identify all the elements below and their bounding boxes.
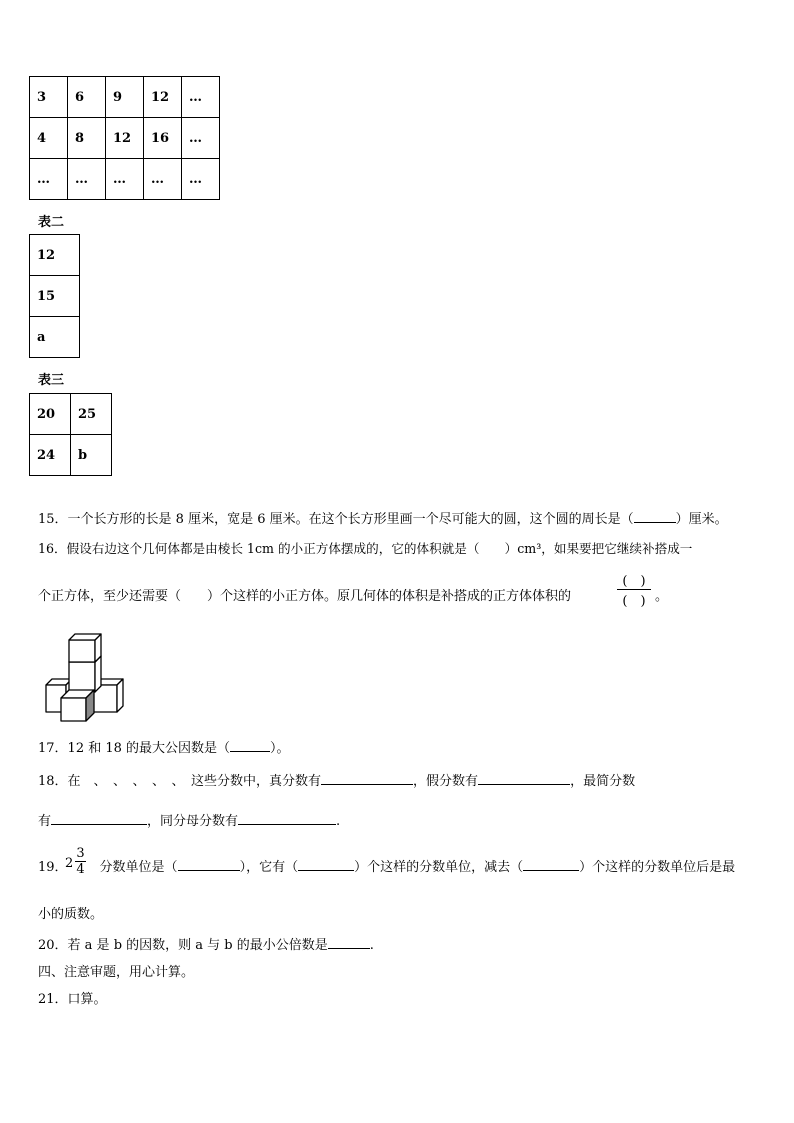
q19-unit-blank[interactable] [178,858,240,871]
table-two-label: 表二 [38,215,65,230]
table-row [30,394,112,435]
question-15 [38,508,728,527]
question-19-line2: 小的质数。 [38,907,104,922]
q15-text-b: ）厘米。 [675,512,728,527]
q19-text-a: 分数单位是（ [99,860,178,875]
q20-text-a: 20．若 a 是 b 的因数，则 a 与 b 的最小公倍数是 [38,938,328,953]
q18-proper-blank[interactable] [321,772,413,785]
table-cell: 4 [30,118,68,159]
question-18-line2 [38,810,340,829]
table-three [29,393,112,476]
table-cell: 12 [106,118,144,159]
table-cell: … [30,159,68,200]
q19-text-b: ），它有（ [239,860,299,875]
question-20 [38,934,374,953]
table-two [29,234,80,358]
cube-figure [43,632,127,722]
q19-subtract-blank[interactable] [523,858,579,871]
q18-text-b: ，假分数有 [413,774,479,789]
table-cell: 24 [30,435,71,476]
q20-text-b: . [369,938,374,953]
q19-text-d: ）个这样的分数单位后是最 [579,860,736,875]
q18-same-denominator-blank[interactable] [238,812,336,825]
q18-improper-blank[interactable] [478,772,570,785]
q15-text-a: 15．一个长方形的长是 8 厘米，宽是 6 厘米。在这个长方形里画一个尽可能大的圆，这个圆的周长是（ [38,512,634,527]
q16-end: 。 [655,589,669,604]
q17-text-a: 17．12 和 18 的最大公因数是（ [38,741,231,756]
section-four-heading: 四、注意审题，用心计算。 [38,965,195,980]
q16-frac-numerator[interactable]: ( ) [622,574,646,589]
table-cell: … [182,77,220,118]
q20-answer-blank[interactable] [328,936,370,949]
table-three-label: 表三 [38,373,65,388]
q19-mixed-fraction [75,846,86,877]
table-row [30,118,220,159]
cube-stack-top [69,634,101,640]
table-cell: 12 [144,77,182,118]
table-cell: 20 [30,394,71,435]
table-cell: … [182,118,220,159]
table-cell: … [182,159,220,200]
table-cell: b [71,435,112,476]
table-cell: … [68,159,106,200]
table-cell: 3 [30,77,68,118]
q19-count-blank[interactable] [298,858,354,871]
table-cell: 6 [68,77,106,118]
table-cell: 25 [71,394,112,435]
q19-frac-numerator: 3 [76,846,85,861]
q16-frac-denominator[interactable]: ( ) [622,594,646,609]
question-17 [38,737,290,756]
cube-front [61,690,94,721]
table-one [29,76,220,200]
table-row [30,276,80,317]
table-row [30,77,220,118]
table-cell: 8 [68,118,106,159]
q16-fraction [617,570,651,609]
question-21: 21．口算。 [38,992,107,1007]
question-16-line2 [38,585,571,604]
q18-text-d: 有 [38,814,52,829]
q19-mixed-whole: 2 [65,856,74,871]
table-cell: 15 [30,276,80,317]
q18-text-c: ，最简分数 [570,774,636,789]
q18-text-f: . [336,814,341,829]
q18-text-e: ，同分母分数有 [147,814,239,829]
q18-text-a: 18．在 、 、 、 、 、 这些分数中，真分数有 [38,774,322,789]
q19-text-c: ）个这样的分数单位，减去（ [354,860,524,875]
table-cell: … [106,159,144,200]
question-16-line1: 16．假设右边这个几何体都是由棱长 1cm 的小正方体摆成的，它的体积就是（ ）cm³，如果要把它继续补搭成一 [38,541,693,556]
table-row [30,159,220,200]
question-19-line1 [38,856,735,875]
table-cell: 16 [144,118,182,159]
q19-frac-denominator: 4 [76,862,85,877]
question-18-line1 [38,770,635,789]
q17-answer-blank[interactable] [230,739,270,752]
q16-line2-text: 个正方体，至少还需要（ ）个这样的小正方体。原几何体的体积是补搭成的正方体体积的 [38,589,572,604]
table-row [30,235,80,276]
q19-number: 19． [38,860,68,875]
table-cell: 9 [106,77,144,118]
table-cell: … [144,159,182,200]
q18-simplest-blank[interactable] [51,812,147,825]
table-cell: 12 [30,235,80,276]
q15-answer-blank[interactable] [634,510,676,523]
table-row [30,435,112,476]
table-row [30,317,80,358]
q17-text-b: ）。 [270,741,290,756]
table-cell: a [30,317,80,358]
